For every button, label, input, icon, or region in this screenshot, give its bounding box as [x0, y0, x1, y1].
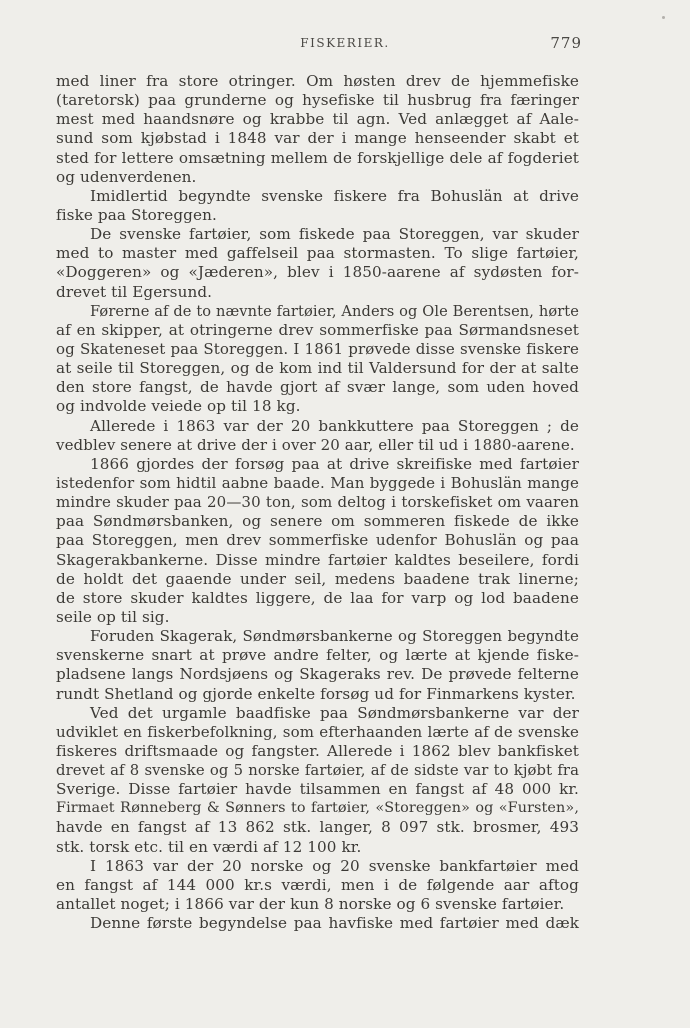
text-line: rundt Shetland og gjorde enkelte forsøg ud for Finmarkens kyster.: [56, 684, 576, 703]
text-line: svenskerne snart at prøve andre felter, og lærte at kjende fiske-: [56, 646, 579, 665]
text-line: istedenfor som hidtil aabne baade. Man byggede i Bohuslän mange: [56, 473, 579, 492]
text-line: mindre skuder paa 20—30 ton, som deltog i torskefisket om vaaren: [56, 493, 579, 512]
text-line: de store skuder kaldtes liggere, de laa for varp og lod baadene: [56, 588, 579, 607]
text-line: Firmaet Rønneberg & Sønners to fartøier, «Storeggen» og «Fursten»,: [56, 800, 579, 817]
text-line: Foruden Skagerak, Søndmørsbankerne og Storeggen begyndte: [90, 627, 579, 646]
text-line: Førerne af de to nævnte fartøier, Anders og Ole Berentsen, hørte: [90, 302, 579, 320]
text-line: seile op til sig.: [56, 607, 170, 626]
text-line: Sverige. Disse fartøier havde tilsammen en fangst af 48 000 kr.: [56, 780, 579, 799]
text-line: Denne første begyndelse paa havfiske med fartøier med dæk: [90, 914, 579, 933]
text-line: udviklet en fiskerbefolkning, som efterhaanden lærte af de svenske: [56, 722, 579, 741]
text-line: I 1863 var der 20 norske og 20 svenske bankfartøier med: [90, 856, 579, 875]
text-line: drevet til Egersund.: [56, 282, 213, 301]
text-line: fiske paa Storeggen.: [56, 205, 217, 224]
text-line: og indvolde veiede op til 18 kg.: [56, 397, 301, 416]
text-line: stk. torsk etc. til en værdi af 12 100 kr.: [56, 837, 362, 856]
page-header: [0, 36, 690, 56]
text-line: Imidlertid begyndte svenske fiskere fra Bohuslän at drive: [90, 186, 579, 205]
text-line: pladsene langs Nordsjøens og Skageraks rev. De prøvede felterne: [56, 665, 579, 684]
text-line: vedblev senere at drive der i over 20 aar, eller til ud i 1880-aarene.: [56, 435, 575, 454]
text-line: antallet noget; i 1866 var der kun 8 norske og 6 svenske fartøier.: [56, 895, 565, 914]
text-line: havde en fangst af 13 862 stk. langer, 8 097 stk. brosmer, 493: [56, 818, 579, 837]
text-line: og udenverdenen.: [56, 167, 197, 186]
text-line: den store fangst, de havde gjort af svær lange, som uden hoved: [56, 378, 579, 397]
text-line: af en skipper, at otringerne drev sommerfiske paa Sørmandsneset: [56, 320, 579, 339]
running-head: FISKERIER.: [300, 36, 390, 50]
text-line: Ved det urgamle baadfiske paa Søndmørsbankerne var der: [90, 703, 579, 722]
text-line: «Doggeren» og «Jæderen», blev i 1850-aarene af sydøsten for-: [56, 263, 579, 282]
text-line: drevet af 8 svenske og 5 norske fartøier, af de sidste var to kjøbt fra: [56, 762, 579, 780]
text-line: paa Storeggen, men drev sommerfiske udenfor Bohuslän og paa: [56, 531, 579, 550]
text-line: sund som kjøbstad i 1848 var der i mange henseender skabt et: [56, 129, 579, 148]
text-line: mest med haandsnøre og krabbe til agn. Ved anlægget af Aale-: [56, 110, 579, 129]
text-line: 1866 gjordes der forsøg paa at drive skreifiske med fartøier: [90, 454, 579, 473]
text-line: Skagerakbankerne. Disse mindre fartøier kaldtes beseilere, fordi: [56, 550, 579, 569]
text-line: De svenske fartøier, som fiskede paa Storeggen, var skuder: [90, 225, 579, 244]
paper-speck: [662, 16, 665, 19]
text-line: og Skateneset paa Storeggen. I 1861 prøvede disse svenske fiskere: [56, 339, 579, 358]
text-line: at seile til Storeggen, og de kom ind til Valdersund for der at salte: [56, 359, 579, 378]
text-line: fiskeres driftsmaade og fangster. Allerede i 1862 blev bankfisket: [56, 741, 579, 760]
body-text: [56, 72, 579, 933]
text-line: paa Søndmørsbanken, og senere om sommeren fiskede de ikke: [56, 512, 579, 531]
text-line: med liner fra store otringer. Om høsten drev de hjemmefiske: [56, 72, 579, 90]
text-line: med to master med gaffelseil paa stormasten. To slige fartøier,: [56, 244, 579, 263]
text-line: sted for lettere omsætning mellem de forskjellige dele af fogderiet: [56, 148, 579, 167]
text-line: Allerede i 1863 var der 20 bankkuttere paa Storeggen ; de: [90, 416, 579, 435]
text-line: en fangst af 144 000 kr.s værdi, men i de følgende aar aftog: [56, 875, 579, 894]
text-line: (taretorsk) paa grunderne og hysefiske til husbrug fra færinger: [56, 91, 579, 110]
page-number: 779: [550, 34, 582, 52]
text-line: de holdt det gaaende under seil, medens baadene trak linerne;: [56, 569, 579, 588]
